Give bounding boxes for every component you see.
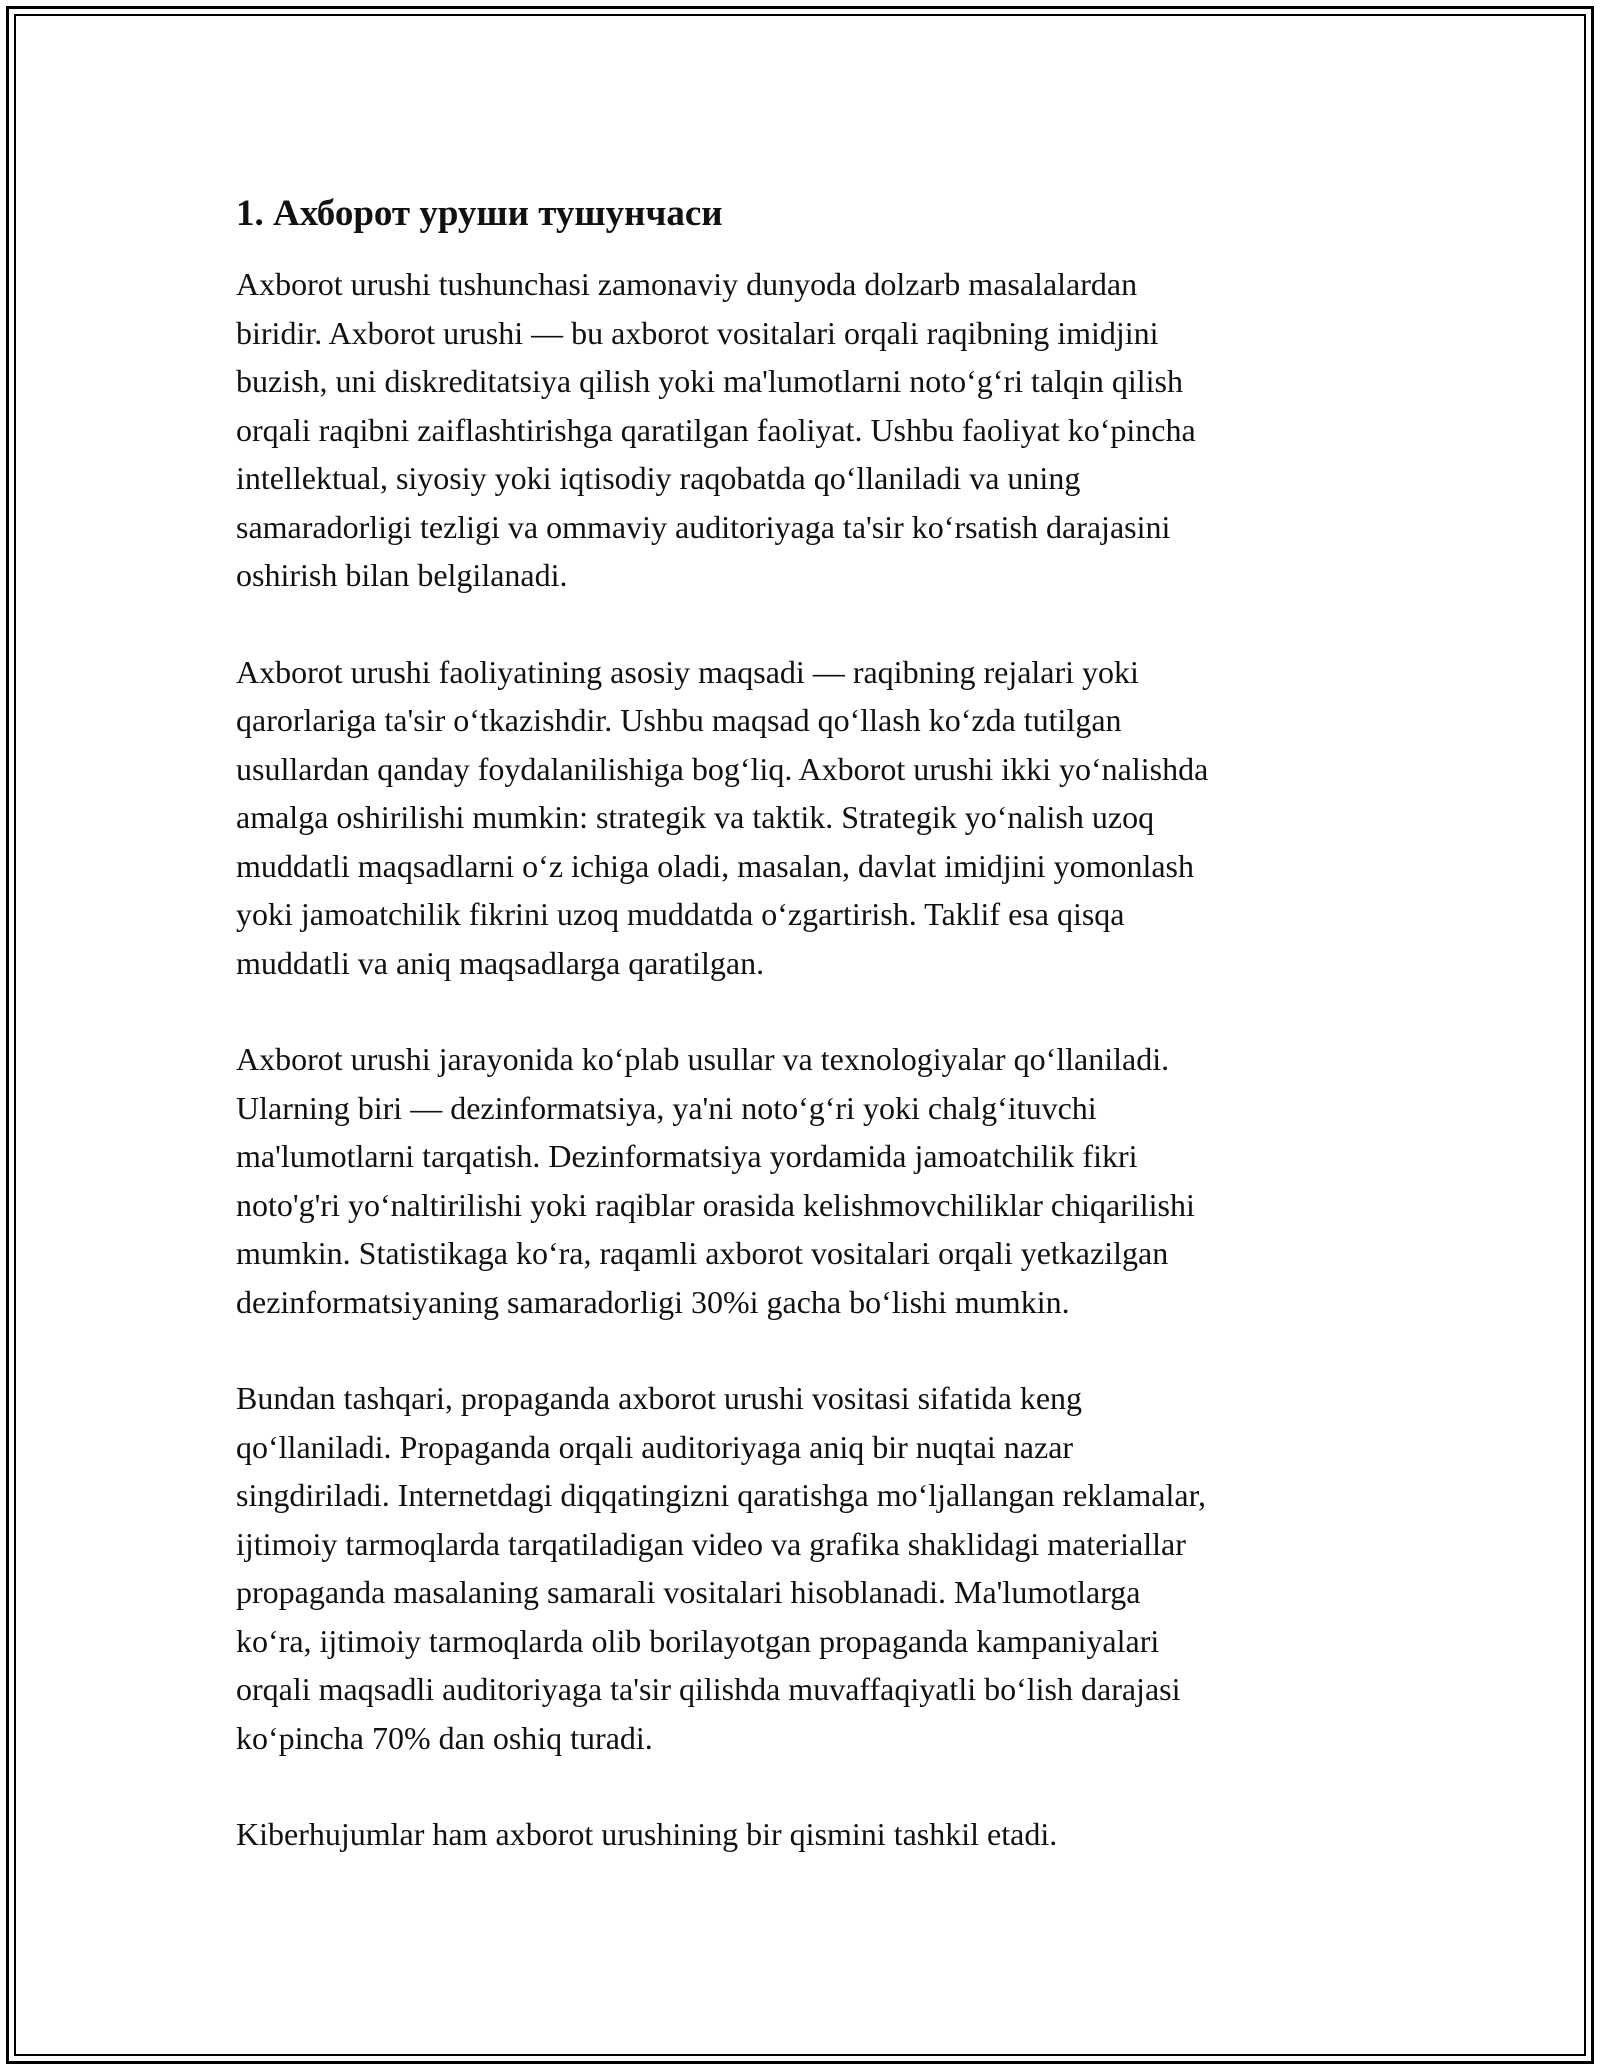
text-line: ko‘ra, ijtimoiy tarmoqlarda olib borilayotgan propaganda kampaniyalari [236,1622,1160,1659]
text-line: ma'lumotlarni tarqatish. Dezinformatsiya yordamida jamoatchilik fikri [236,1138,1138,1174]
text-line: singdiriladi. Internetdagi diqqatingizni qaratishga mo‘ljallangan reklamalar, [236,1477,1206,1513]
text-line: usullardan qanday foydalanilishiga bog‘liq. Axborot urushi ikki yo‘nalishda [236,750,1209,787]
text-line: mumkin. Statistikaga ko‘ra, raqamli axborot vositalari orqali yetkazilgan [236,1235,1169,1271]
text-line: Axborot urushi jarayonida ko‘plab usullar va texnologiyalar qo‘llaniladi. [236,1041,1170,1077]
text-line: muddatli maqsadlarni o‘z ichiga oladi, masalan, davlat imidjini yomonlash [236,847,1194,884]
text-line: biridir. Axborot urushi — bu axborot vositalari orqali raqibning imidjini [236,314,1159,351]
text-line: Axborot urushi tushunchasi zamonaviy dunyoda dolzarb masalalardan [236,266,1138,302]
text-line: Kiberhujumlar ham axborot urushining bir qismini tashkil etadi. [236,1816,1058,1852]
text-line: Bundan tashqari, propaganda axborot urushi vositasi sifatida keng [236,1380,1083,1416]
text-line: samaradorligi tezligi va ommaviy auditoriyaga ta'sir ko‘rsatish darajasini [236,508,1171,545]
text-line: ko‘pincha 70% dan oshiq turadi. [236,1719,653,1756]
paragraph-4 [236,1374,1366,1762]
text-line: yoki jamoatchilik fikrini uzoq muddatda o‘zgartirish. Taklif esa qisqa [236,896,1125,932]
text-line: qo‘llaniladi. Propaganda orqali auditoriyaga aniq bir nuqtai nazar [236,1428,1074,1465]
section-heading: 1. Ахборот уруши тушунчаси [236,193,723,234]
text-line: amalga oshirilishi mumkin: strategik va taktik. Strategik yo‘nalish uzoq [236,799,1155,835]
text-line: orqali raqibni zaiflashtirishga qaratilgan faoliyat. Ushbu faoliyat ko‘pincha [236,411,1196,448]
text-line: orqali maqsadli auditoriyaga ta'sir qilishda muvaffaqiyatli bo‘lish darajasi [236,1671,1181,1707]
text-line: buzish, uni diskreditatsiya qilish yoki ma'lumotlarni noto‘g‘ri talqin qilish [236,363,1183,399]
text-line: Axborot urushi faoliyatining asosiy maqsadi — raqibning rejalari yoki [236,653,1139,690]
text-line: dezinformatsiyaning samaradorligi 30%i gacha bo‘lishi mumkin. [236,1283,1070,1320]
document-body [236,186,1366,1907]
paragraph-3 [236,1035,1366,1326]
text-line: propaganda masalaning samarali vositalari hisoblanadi. Ma'lumotlarga [236,1574,1141,1610]
paragraph-1 [236,260,1366,600]
text-line: noto'g'ri yo‘naltirilishi yoki raqiblar orasida kelishmovchiliklar chiqarilishi [236,1186,1195,1223]
text-line: Ularning biri — dezinformatsiya, ya'ni noto‘g‘ri yoki chalg‘ituvchi [236,1089,1097,1126]
text-line: intellektual, siyosiy yoki iqtisodiy raqobatda qo‘llaniladi va uning [236,460,1081,496]
text-line: ijtimoiy tarmoqlarda tarqatiladigan video va grafika shaklidagi materiallar [236,1525,1186,1562]
text-line: oshirish bilan belgilanadi. [236,557,568,593]
text-line: qarorlariga ta'sir o‘tkazishdir. Ushbu maqsad qo‘llash ko‘zda tutilgan [236,702,1122,738]
paragraph-5 [236,1810,1366,1859]
text-line: muddatli va aniq maqsadlarga qaratilgan. [236,944,765,981]
paragraph-2 [236,648,1366,988]
